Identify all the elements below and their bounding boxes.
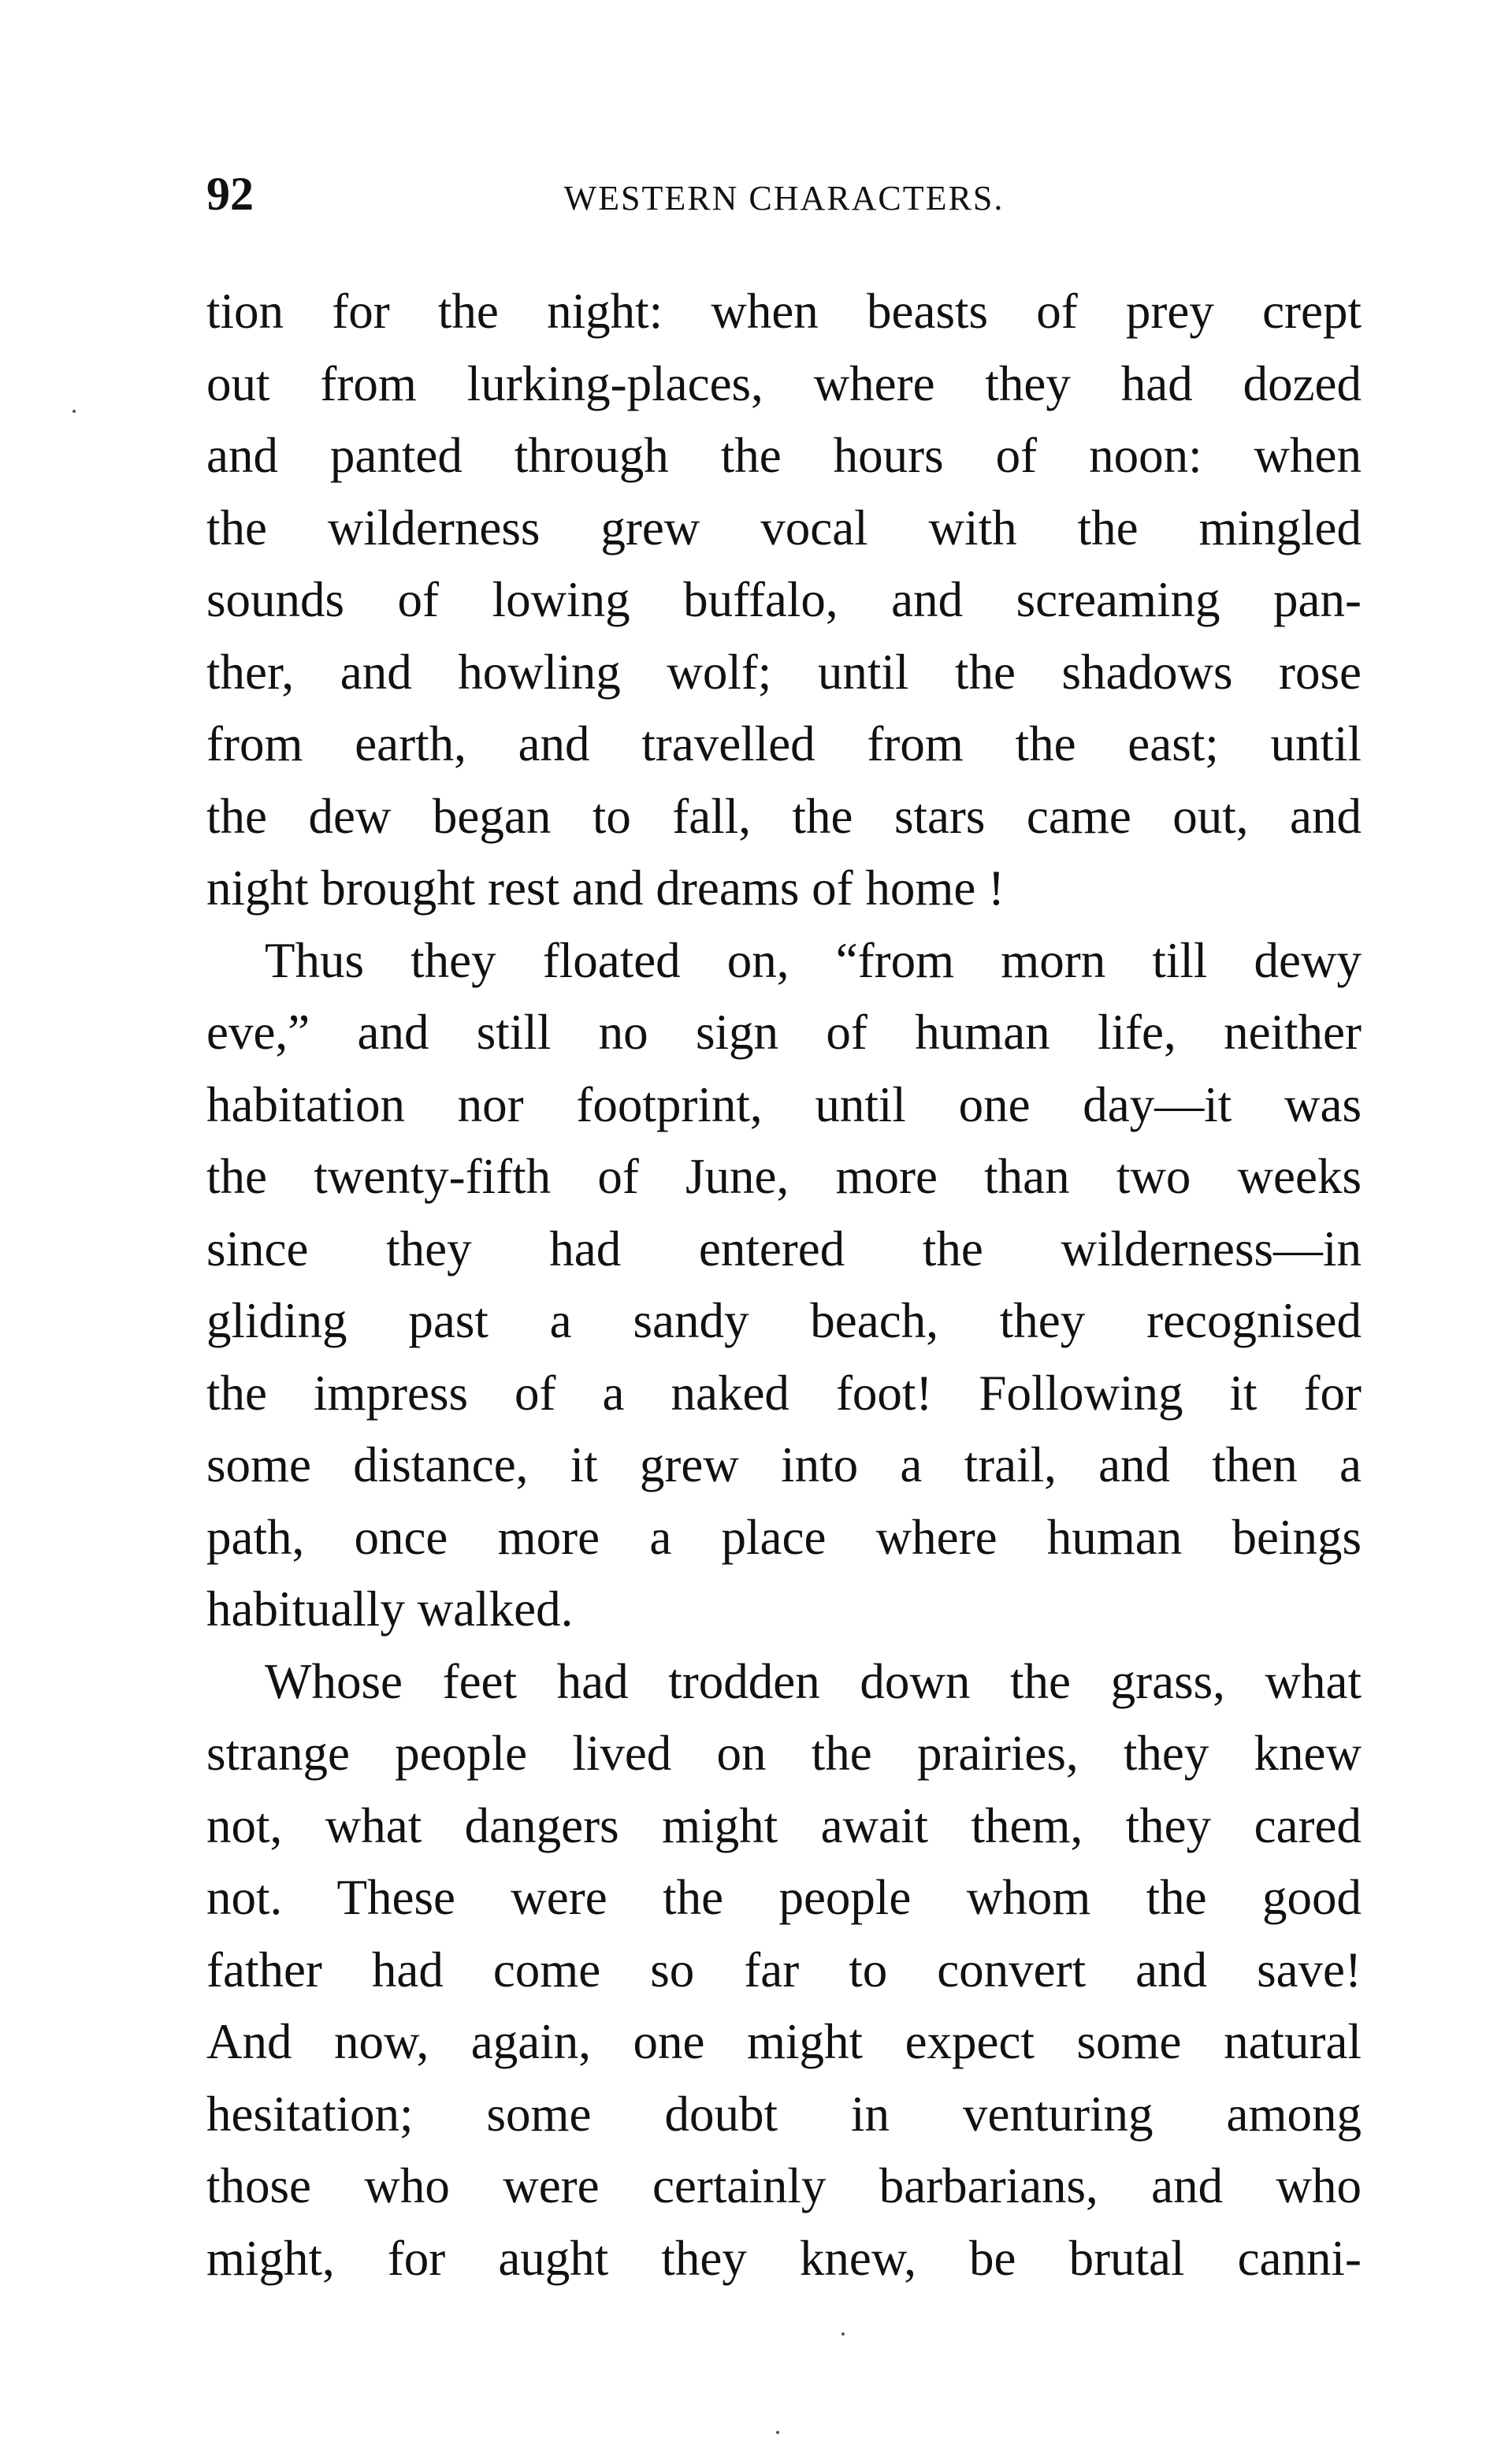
text-line: the wilderness grew vocal with the mingled <box>206 500 1362 556</box>
running-head <box>206 162 1362 225</box>
text-line: eve,” and still no sign of human life, neither <box>206 1005 1362 1060</box>
text-line: those who were certainly barbarians, and who <box>206 2158 1362 2213</box>
paper-speck <box>776 2431 779 2434</box>
body-text <box>206 276 1362 2295</box>
text-line: tion for the night: when beasts of prey crept <box>206 284 1362 339</box>
text-line: hesitation; some doubt in venturing among <box>206 2086 1362 2142</box>
text-line: since they had entered the wilderness—in <box>206 1221 1362 1277</box>
text-line: the twenty-fifth of June, more than two weeks <box>206 1149 1362 1204</box>
page-number: 92 <box>206 168 254 220</box>
text-line: And now, again, one might expect some natural <box>206 2014 1362 2069</box>
running-title: WESTERN CHARACTERS. <box>563 179 1005 217</box>
text-line: might, for aught they knew, be brutal canni- <box>206 2230 1362 2286</box>
text-line: path, once more a place where human beings <box>206 1509 1362 1565</box>
paper-speck <box>72 410 76 413</box>
text-line: not, what dangers might await them, they cared <box>206 1797 1362 1853</box>
text-line: habitation nor footprint, until one day—it was <box>206 1076 1362 1132</box>
text-line: the dew began to fall, the stars came out, and <box>206 788 1362 844</box>
text-line: out from lurking-places, where they had dozed <box>206 355 1362 411</box>
paragraph-start-line: Whose feet had trodden down the grass, what <box>265 1653 1362 1709</box>
text-line: night brought rest and dreams of home ! <box>206 860 1005 916</box>
text-line: some distance, it grew into a trail, and then a <box>206 1437 1362 1492</box>
text-line: from earth, and travelled from the east; until <box>206 716 1362 771</box>
paragraph-start-line: Thus they floated on, “from morn till dewy <box>265 932 1362 988</box>
text-line: habitually walked. <box>206 1581 574 1637</box>
text-line: strange people lived on the prairies, they knew <box>206 1726 1362 1781</box>
text-line: ther, and howling wolf; until the shadows rose <box>206 644 1362 700</box>
text-line: not. These were the people whom the good <box>206 1870 1362 1925</box>
text-line: gliding past a sandy beach, they recognised <box>206 1293 1362 1348</box>
text-line: and panted through the hours of noon: when <box>206 428 1362 483</box>
text-line: sounds of lowing buffalo, and screaming pan- <box>206 572 1362 627</box>
paper-speck <box>841 2332 845 2336</box>
text-line: father had come so far to convert and save! <box>206 1942 1362 1997</box>
text-line: the impress of a naked foot! Following it for <box>206 1365 1362 1421</box>
